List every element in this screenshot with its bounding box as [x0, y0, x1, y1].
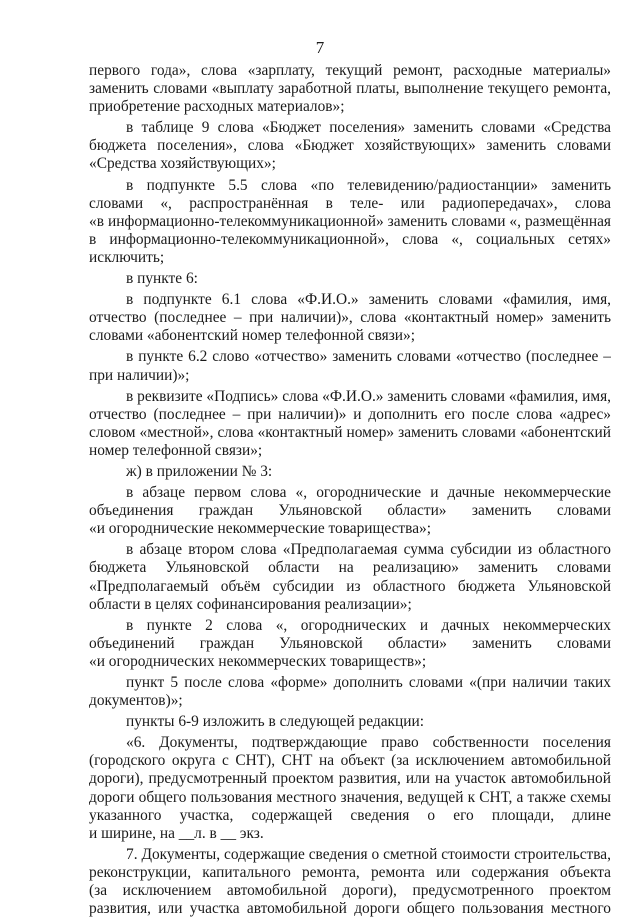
text-line: ж) в приложении № 3:	[126, 462, 273, 480]
text-line: при наличии)»;	[89, 366, 190, 384]
text-line: бюджета Ульяновской области на реализацию» заменить словами	[89, 559, 611, 577]
text-line: и ширине, на __л. в __ экз.	[89, 824, 264, 842]
document-body	[89, 62, 611, 918]
text-line: объединения граждан Ульяновской области» заменить словами	[89, 502, 611, 520]
text-line: пункты 6-9 изложить в следующей редакции:	[126, 713, 424, 731]
text-line: (за исключением автомобильной дороги), предусмотренного проектом	[89, 882, 611, 900]
text-line: номер телефонной связи»;	[89, 441, 263, 459]
text-line: приобретение расходных материалов»;	[89, 98, 345, 116]
text-line: исключить;	[89, 248, 165, 266]
text-line: «в информационно-телекоммуникационной» заменить словами «, размещённая	[89, 212, 611, 230]
text-line: отчество (последнее – при наличии)» и дополнить его после слова «адрес»	[89, 405, 611, 423]
text-line: в пункте 2 слова «, огороднических и дачных некоммерческих	[126, 616, 611, 634]
text-line: в реквизите «Подпись» слова «Ф.И.О.» заменить словами «фамилия, имя,	[126, 387, 611, 405]
text-line: дороги общего пользования местного значения, ведущей к СНТ, а также схемы	[89, 788, 611, 806]
text-line: в абзаце втором слова «Предполагаемая сумма субсидии из областного	[126, 541, 611, 559]
text-line: в информационно-телекоммуникационной», слова «, социальных сетях»	[89, 230, 611, 248]
text-line: «и огороднические некоммерческие товарищества»;	[89, 520, 432, 538]
text-line: заменить словами «выплату заработной платы, выполнение текущего ремонта,	[89, 80, 611, 98]
text-line: объединений граждан Ульяновской области» заменить словами	[89, 634, 611, 652]
text-line: словами «, распространённая в теле- или радиопередачах», слова	[89, 194, 611, 212]
text-line: дороги), предусмотренный проектом развития, или на участок автомобильной	[89, 770, 611, 788]
text-line: «Предполагаемый объём субсидии из областного бюджета Ульяновской	[89, 577, 611, 595]
text-line: в подпункте 5.5 слова «по телевидению/радиостанции» заменить	[126, 176, 611, 194]
text-line: реконструкции, капитального ремонта, ремонта или содержания объекта	[89, 863, 611, 881]
text-line: в абзаце первом слова «, огороднические и дачные некоммерческие	[126, 484, 611, 502]
page-number: 7	[315, 38, 325, 57]
text-line: пункт 5 после слова «форме» дополнить словами «(при наличии таких	[126, 674, 611, 691]
text-line: «Средства хозяйствующих»;	[89, 155, 276, 173]
text-line: бюджета поселения», слова «Бюджет хозяйствующих» заменить словами	[89, 137, 611, 155]
text-line: «6. Документы, подтверждающие право собственности поселения	[126, 734, 611, 752]
text-line: в таблице 9 слова «Бюджет поселения» заменить словами «Средства	[126, 119, 611, 137]
text-line: словами «абонентский номер телефонной связи»;	[89, 327, 416, 345]
text-line: области в целях софинансирования реализации»;	[89, 595, 412, 613]
text-line: словом «местной», слова «контактный номер» заменить словами «абонентский	[89, 423, 611, 441]
text-line: документов)»;	[89, 692, 183, 710]
text-line: (городского округа с СНТ), СНТ на объект (за исключением автомобильной	[89, 752, 611, 770]
text-line: развития, или участка автомобильной дороги общего пользования местного	[89, 900, 611, 918]
text-line: в пункте 6:	[126, 270, 198, 288]
text-line: отчество (последнее – при наличии)», слова «контактный номер» заменить	[89, 309, 611, 327]
text-line: первого года», слова «зарплату, текущий ремонт, расходные материалы»	[89, 62, 611, 79]
text-line: 7. Документы, содержащие сведения о сметной стоимости строительства,	[126, 845, 611, 863]
text-line: в пункте 6.2 слово «отчество» заменить словами «отчество (последнее –	[126, 348, 611, 366]
text-line: указанного участка, содержащей сведения о его площади, длине	[89, 806, 611, 824]
text-line: «и огороднических некоммерческих товариществ»;	[89, 652, 427, 670]
text-line: в подпункте 6.1 слова «Ф.И.О.» заменить словами «фамилия, имя,	[126, 291, 611, 309]
